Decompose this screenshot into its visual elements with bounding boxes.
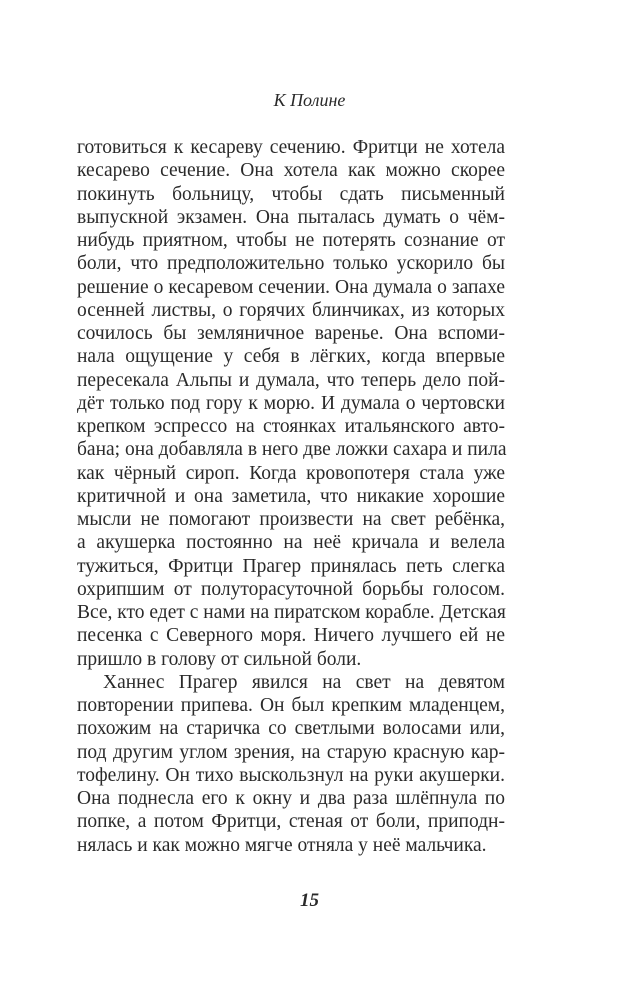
text-line: критичной и она заметила, что никакие хорошие xyxy=(77,485,505,507)
text-line: боли, что предположительно только ускорило бы xyxy=(77,253,505,275)
text-line: выпускной экзамен. Она пыталась думать о чём- xyxy=(77,206,505,228)
running-header: К Полине xyxy=(273,90,346,110)
page-number: 15 xyxy=(300,890,319,911)
text-line: повторении припева. Он был крепким младенцем, xyxy=(77,695,505,716)
text-line: дёт только под гору к морю. И думала о чертовски xyxy=(77,392,505,414)
text-line: бана; она добавляла в него две ложки сахара и пила xyxy=(77,439,507,461)
paragraph xyxy=(77,671,505,857)
text-line: готовиться к кесареву сечению. Фритци не хотела xyxy=(77,137,505,158)
text-line: тофелину. Он тихо выскользнул на руки акушерки. xyxy=(77,764,505,786)
text-line: нялась и как можно мягче отняла у неё мальчика. xyxy=(77,834,487,856)
text-line: похожим на старичка со светлыми волосами или, xyxy=(77,718,505,740)
text-line: нала ощущение у себя в лёгких, когда впервые xyxy=(77,346,505,368)
text-line: охрипшим от полуторасуточной борьбы голосом. xyxy=(77,578,505,600)
text-line: крепком эспрессо на стоянках итальянского авто- xyxy=(77,416,505,437)
text-line: Она поднесла его к окну и два раза шлёпнула по xyxy=(77,788,505,809)
text-line: нибудь приятном, чтобы не потерять сознание от xyxy=(77,230,505,251)
paragraph xyxy=(77,136,505,671)
text-line: осенней листвы, о горячих блинчиках, из которых xyxy=(77,299,505,321)
text-line: а акушерка постоянно на неё кричала и велела xyxy=(77,532,505,554)
text-line: пересекала Альпы и думала, что теперь дело пой- xyxy=(77,369,505,391)
text-line: покинуть больницу, чтобы сдать письменный xyxy=(77,183,505,205)
text-line: Ханнес Прагер явился на свет на девятом xyxy=(103,671,505,693)
text-line: решение о кесаревом сечении. Она думала о запахе xyxy=(77,276,505,298)
text-line: пришло в голову от сильной боли. xyxy=(77,648,362,670)
text-line: тужиться, Фритци Прагер принялась петь слегка xyxy=(77,555,505,577)
text-line: мысли не помогают произвести на свет ребёнка, xyxy=(77,509,505,530)
text-line: попке, а потом Фритци, стеная от боли, приподн- xyxy=(77,811,505,833)
text-line: кесарево сечение. Она хотела как можно скорее xyxy=(77,160,505,182)
text-line: сочилось бы земляничное варенье. Она вспоми- xyxy=(77,323,505,344)
text-line: песенка с Северного моря. Ничего лучшего ей не xyxy=(77,625,505,647)
body-text xyxy=(77,136,505,857)
text-line: под другим углом зрения, на старую красную кар- xyxy=(77,741,505,763)
text-line: Все, кто едет с нами на пиратском корабле. Детская xyxy=(77,602,506,623)
text-line: как чёрный сироп. Когда кровопотеря стала уже xyxy=(77,462,505,484)
